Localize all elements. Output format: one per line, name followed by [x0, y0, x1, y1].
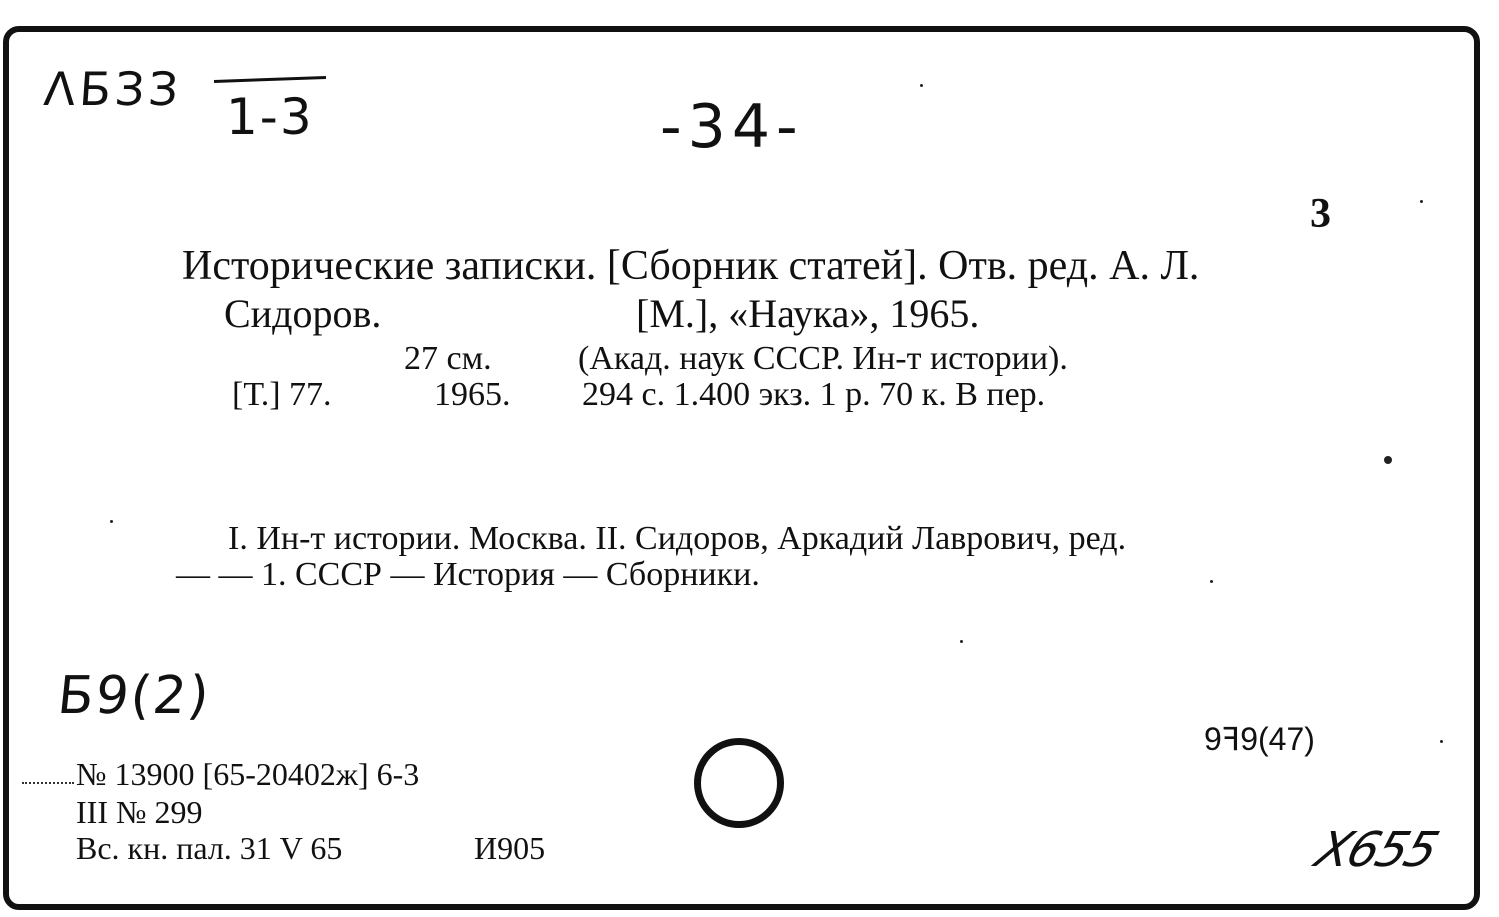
handwritten-shelf-mark: Б9(2): [54, 666, 214, 726]
extent: 294 с. 1.400 экз. 1 р. 70 к. В пер.: [582, 376, 1046, 413]
order-number: № 13900 [65-20402ж] 6-3: [76, 756, 420, 792]
author-line: Сидоров.: [224, 291, 382, 336]
handwritten-page-mark: -34-: [660, 92, 804, 162]
handwritten-call-number: ΛБЗЗ: [42, 62, 184, 116]
scan-speck: [110, 520, 113, 523]
print-number: III № 299: [76, 794, 203, 830]
scan-speck: [1440, 740, 1443, 743]
title-line: Исторические записки. [Сборник статей]. Отв. ред. А. Л.: [182, 243, 1200, 289]
scan-speck: [960, 640, 963, 643]
series: (Акад. наук СССР. Ин-т истории).: [578, 340, 1068, 377]
classification: 9ꟻ9(47): [1204, 721, 1315, 757]
tracing-line-2: — — 1. СССР — История — Сборники.: [176, 556, 760, 593]
handwritten-inventory: X655: [1308, 822, 1444, 878]
card-number: 3: [1310, 191, 1331, 237]
card-punch-hole: [694, 738, 784, 828]
scan-speck: [920, 84, 923, 87]
book-chamber: Вс. кн. пал. 31 V 65: [76, 830, 343, 866]
scan-speck: [1384, 456, 1392, 464]
imprint: [М.], «Наука», 1965.: [636, 291, 980, 336]
book-chamber-code: И905: [474, 830, 546, 866]
size: 27 см.: [404, 340, 492, 377]
handwritten-volumes: 1-3: [226, 88, 314, 146]
volume: [Т.] 77.: [232, 376, 332, 413]
order-leader-dots: [22, 782, 74, 784]
scan-speck: [1210, 580, 1213, 583]
year: 1965.: [434, 376, 511, 413]
scan-speck: [1420, 200, 1423, 203]
tracing-line-1: I. Ин-т истории. Москва. II. Сидоров, Аркадий Лаврович, ред.: [228, 520, 1127, 557]
